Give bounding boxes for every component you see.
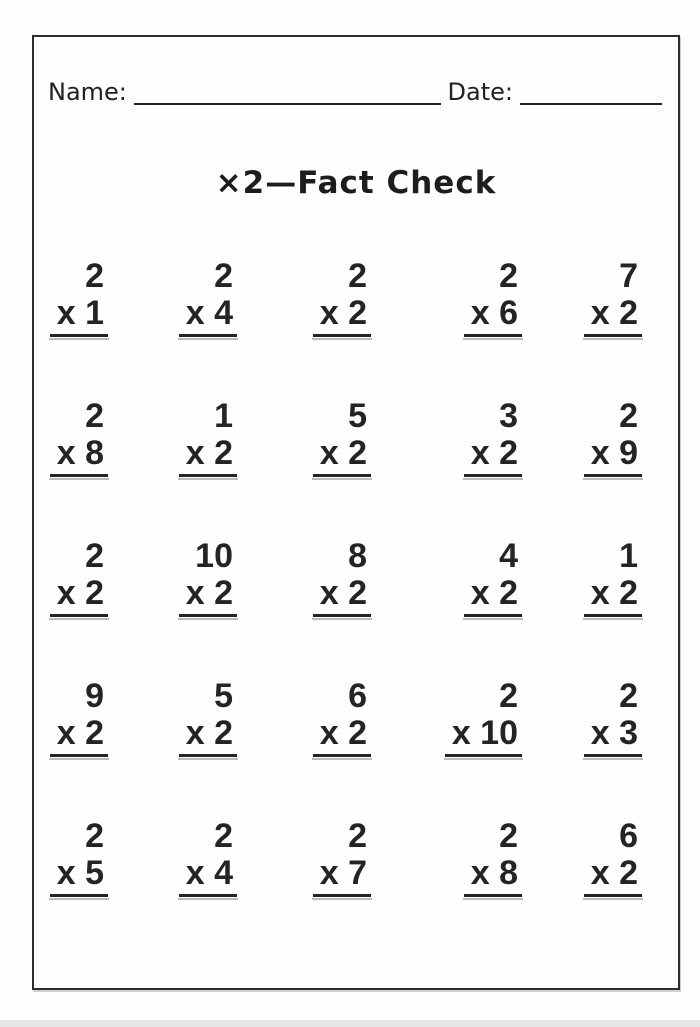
top-factor: 7 xyxy=(619,257,638,295)
top-factor: 2 xyxy=(348,817,367,855)
worksheet-title: ×2—Fact Check xyxy=(215,165,497,201)
bottom-factor: x 2 xyxy=(584,855,642,897)
multiplication-problem xyxy=(464,538,522,617)
multiplication-problem xyxy=(50,258,108,337)
multiplication-problem xyxy=(313,258,371,337)
multiplication-problem xyxy=(179,678,237,757)
bottom-factor: x 2 xyxy=(464,435,522,477)
top-factor: 2 xyxy=(85,257,104,295)
top-factor: 9 xyxy=(85,677,104,715)
top-factor: 2 xyxy=(85,537,104,575)
multiplication-problem xyxy=(584,258,642,337)
bottom-factor: x 2 xyxy=(464,575,522,617)
top-factor: 2 xyxy=(499,677,518,715)
problems-row xyxy=(34,258,642,337)
bottom-factor: x 2 xyxy=(313,715,371,757)
multiplication-problem xyxy=(464,258,522,337)
bottom-factor: x 7 xyxy=(313,855,371,897)
top-factor: 2 xyxy=(619,397,638,435)
multiplication-problem xyxy=(50,398,108,477)
bottom-factor: x 2 xyxy=(50,575,108,617)
top-factor: 2 xyxy=(85,817,104,855)
bottom-factor: x 2 xyxy=(50,715,108,757)
multiplication-problem xyxy=(464,398,522,477)
top-factor: 2 xyxy=(499,817,518,855)
bottom-factor: x 4 xyxy=(179,855,237,897)
multiplication-problem xyxy=(464,818,522,897)
multiplication-problem xyxy=(584,678,642,757)
bottom-factor: x 10 xyxy=(445,715,522,757)
multiplication-problem xyxy=(584,538,642,617)
bottom-factor: x 4 xyxy=(179,295,237,337)
multiplication-problem xyxy=(584,818,642,897)
top-factor: 1 xyxy=(214,397,233,435)
worksheet-frame xyxy=(32,35,680,990)
bottom-factor: x 5 xyxy=(50,855,108,897)
bottom-factor: x 9 xyxy=(584,435,642,477)
problems-row xyxy=(34,678,642,757)
bottom-factor: x 2 xyxy=(584,575,642,617)
multiplication-problem xyxy=(584,398,642,477)
top-factor: 3 xyxy=(499,397,518,435)
name-label: Name: xyxy=(48,78,127,106)
top-factor: 2 xyxy=(85,397,104,435)
top-factor: 2 xyxy=(214,257,233,295)
multiplication-problem xyxy=(313,538,371,617)
date-label: Date: xyxy=(447,78,513,106)
problems-row xyxy=(34,538,642,617)
top-factor: 2 xyxy=(619,677,638,715)
top-factor: 5 xyxy=(348,397,367,435)
top-factor: 6 xyxy=(619,817,638,855)
bottom-factor: x 6 xyxy=(464,295,522,337)
problems-row xyxy=(34,818,642,897)
multiplication-problem xyxy=(50,678,108,757)
problems-row xyxy=(34,398,642,477)
bottom-factor: x 8 xyxy=(464,855,522,897)
top-factor: 2 xyxy=(499,257,518,295)
multiplication-problem xyxy=(313,398,371,477)
top-factor: 4 xyxy=(499,537,518,575)
top-factor: 10 xyxy=(195,537,233,575)
bottom-factor: x 2 xyxy=(179,575,237,617)
top-factor: 2 xyxy=(214,817,233,855)
bottom-factor: x 8 xyxy=(50,435,108,477)
bottom-factor: x 2 xyxy=(313,575,371,617)
multiplication-problem xyxy=(50,818,108,897)
bottom-factor: x 2 xyxy=(584,295,642,337)
multiplication-problem xyxy=(179,818,237,897)
bottom-factor: x 2 xyxy=(179,435,237,477)
bottom-factor: x 1 xyxy=(50,295,108,337)
multiplication-problem xyxy=(313,818,371,897)
top-factor: 2 xyxy=(348,257,367,295)
top-factor: 6 xyxy=(348,677,367,715)
problems-grid xyxy=(34,37,678,988)
top-factor: 1 xyxy=(619,537,638,575)
bottom-factor: x 3 xyxy=(584,715,642,757)
multiplication-problem xyxy=(50,538,108,617)
multiplication-problem xyxy=(179,398,237,477)
multiplication-problem xyxy=(445,678,522,757)
multiplication-problem xyxy=(179,258,237,337)
multiplication-problem xyxy=(313,678,371,757)
top-factor: 5 xyxy=(214,677,233,715)
bottom-factor: x 2 xyxy=(179,715,237,757)
bottom-factor: x 2 xyxy=(313,295,371,337)
top-factor: 8 xyxy=(348,537,367,575)
bottom-factor: x 2 xyxy=(313,435,371,477)
scan-edge-artifact xyxy=(0,1020,700,1027)
multiplication-problem xyxy=(179,538,237,617)
